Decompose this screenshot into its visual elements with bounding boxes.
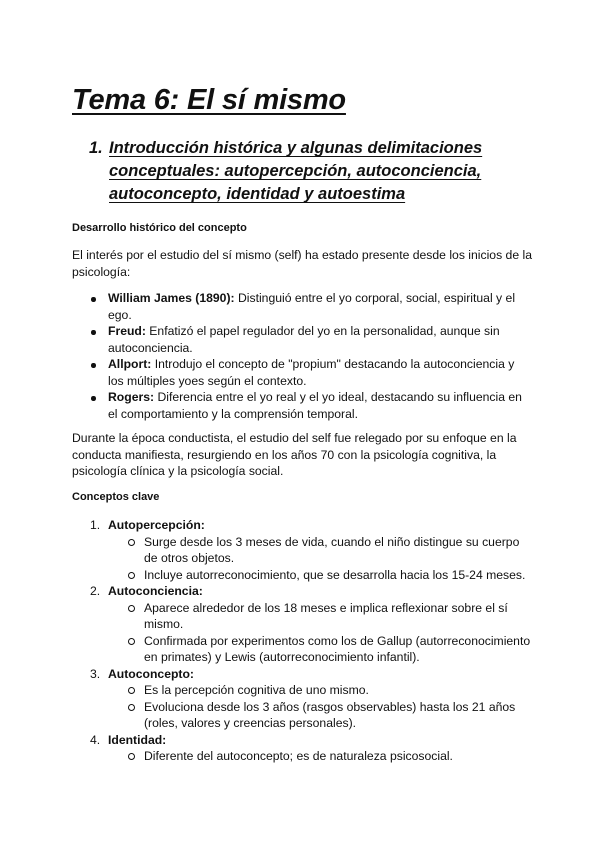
circle-bullet-icon bbox=[128, 572, 135, 579]
circle-bullet-icon bbox=[128, 605, 135, 612]
section-title: Introducción histórica y algunas delimitaciones conceptuales: autopercepción, autoconciencia, autoconcepto, identidad y autoestima bbox=[109, 139, 483, 203]
bullet-icon bbox=[91, 297, 96, 302]
sub-item bbox=[108, 534, 532, 567]
list-item bbox=[72, 389, 532, 422]
concept-number: 3. bbox=[90, 666, 101, 681]
sub-item bbox=[108, 600, 532, 633]
author-name: William James (1890): bbox=[108, 291, 235, 305]
concept-title: Autoconciencia: bbox=[108, 584, 203, 598]
author-name: Freud: bbox=[108, 324, 146, 338]
sub-item-text: Surge desde los 3 meses de vida, cuando el niño distingue su cuerpo de otros objetos. bbox=[144, 534, 520, 565]
concept-sublist bbox=[108, 748, 532, 765]
concept-title: Identidad: bbox=[108, 732, 167, 747]
list-item bbox=[72, 323, 532, 356]
concept-sublist bbox=[108, 682, 532, 732]
author-desc: Diferencia entre el yo real y el yo ideal, destacando su influencia en el comportamiento y la comprensión temporal. bbox=[108, 390, 522, 421]
sub-item bbox=[108, 567, 532, 584]
sub-item-text: Incluye autorreconocimiento, que se desarrolla hacia los 15-24 meses. bbox=[144, 567, 526, 582]
concept-sublist bbox=[108, 600, 532, 666]
sub-item bbox=[108, 633, 532, 666]
sub-item bbox=[108, 682, 532, 699]
page-title: Tema 6: El sí mismo bbox=[72, 84, 346, 116]
sub-item-text: Es la percepción cognitiva de uno mismo. bbox=[144, 683, 369, 697]
concepts-list bbox=[72, 517, 532, 765]
concept-item bbox=[72, 583, 532, 666]
sub-item-text: Diferente del autoconcepto; es de naturaleza psicosocial. bbox=[144, 749, 453, 763]
author-desc: Introdujo el concepto de "propium" destacando la autoconciencia y los múltiples yoes según el contexto. bbox=[108, 357, 515, 388]
section-heading bbox=[89, 137, 529, 206]
concept-item bbox=[72, 517, 532, 583]
concept-number: 4. bbox=[90, 732, 101, 747]
author-name: Rogers: bbox=[108, 390, 155, 404]
sub-item-text: Aparece alrededor de los 18 meses e implica reflexionar sobre el sí mismo. bbox=[144, 600, 508, 631]
concept-number: 2. bbox=[90, 584, 101, 598]
author-name: Allport: bbox=[108, 357, 152, 371]
concept-sublist bbox=[108, 534, 532, 584]
circle-bullet-icon bbox=[128, 539, 135, 546]
bullet-icon bbox=[91, 396, 96, 401]
history-closing: Durante la época conductista, el estudio del self fue relegado por su enfoque en la conducta manifiesta, resurgiendo en los años 70 con la psicología cognitiva, la psicología clínica y la psicología social. bbox=[72, 431, 517, 478]
sub-item-text: Evoluciona desde los 3 años (rasgos observables) hasta los 21 años (roles, valores y creencias personales). bbox=[144, 699, 516, 730]
bullet-icon bbox=[91, 363, 96, 368]
sub-item bbox=[108, 699, 532, 732]
author-desc: Enfatizó el papel regulador del yo en la personalidad, aunque sin autoconciencia. bbox=[108, 324, 500, 355]
history-heading: Desarrollo histórico del concepto bbox=[72, 222, 247, 234]
concept-item bbox=[72, 666, 532, 732]
concept-number: 1. bbox=[90, 518, 101, 532]
concept-item bbox=[72, 732, 532, 765]
author-desc: Distinguió entre el yo corporal, social, espiritual y el ego. bbox=[108, 291, 516, 322]
list-item bbox=[72, 356, 532, 389]
circle-bullet-icon bbox=[128, 638, 135, 645]
concept-title: Autoconcepto: bbox=[108, 666, 194, 681]
bullet-icon bbox=[91, 330, 96, 335]
concepts-heading: Conceptos clave bbox=[72, 491, 160, 503]
history-intro: El interés por el estudio del sí mismo (self) ha estado presente desde los inicios de la psicología: bbox=[72, 248, 532, 279]
circle-bullet-icon bbox=[128, 704, 135, 711]
circle-bullet-icon bbox=[128, 753, 135, 760]
history-list bbox=[72, 290, 532, 422]
sub-item-text: Confirmada por experimentos como los de Gallup (autorreconocimiento en primates) y Lewis (autorreconocimiento infantil). bbox=[144, 633, 531, 664]
sub-item bbox=[108, 748, 532, 765]
concept-title: Autopercepción: bbox=[108, 518, 205, 532]
list-item bbox=[72, 290, 532, 323]
section-number: 1. bbox=[89, 139, 103, 157]
circle-bullet-icon bbox=[128, 687, 135, 694]
